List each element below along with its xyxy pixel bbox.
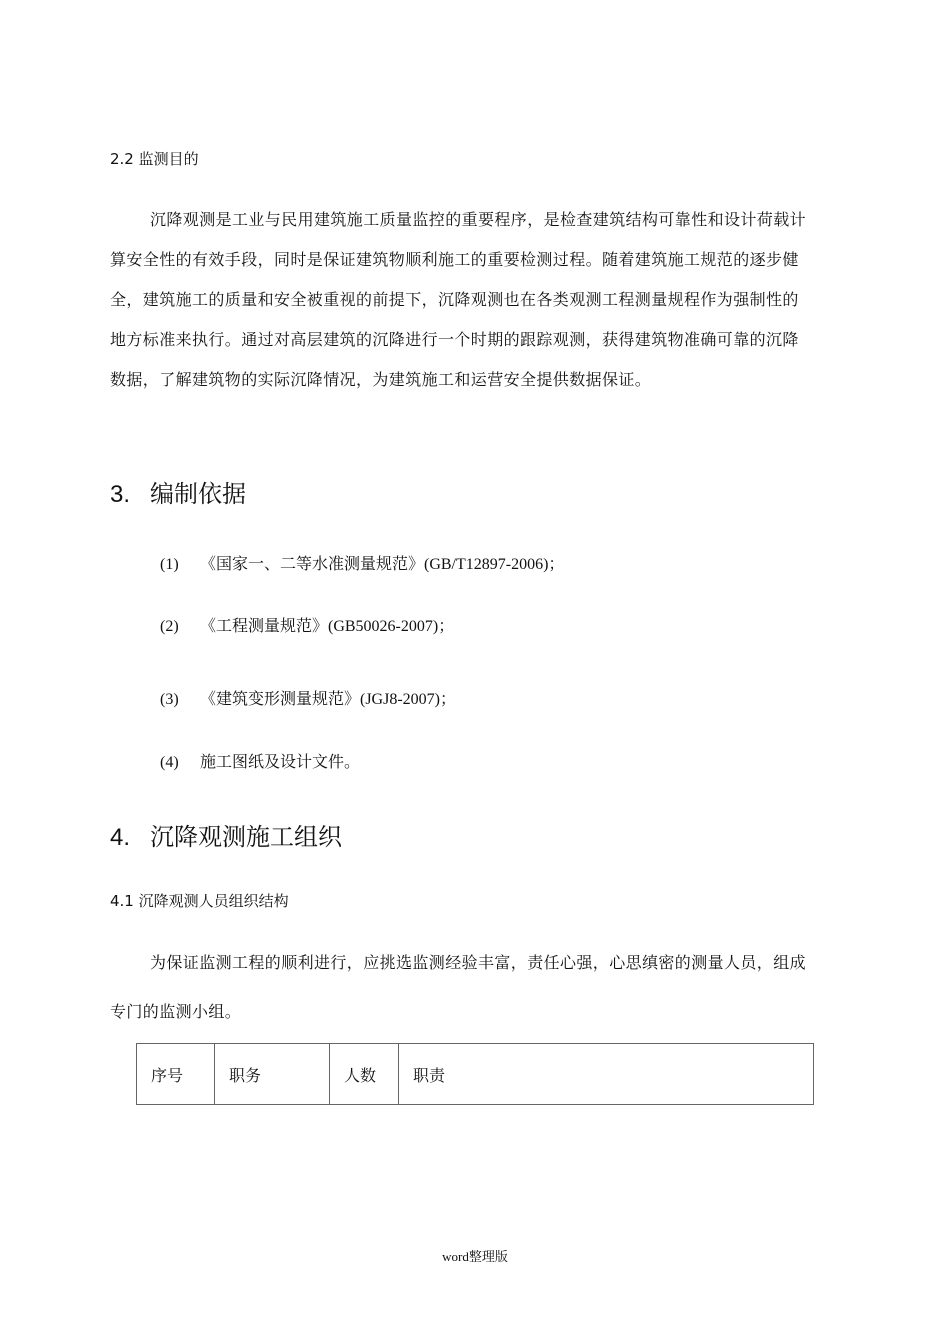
section-title: 编制依据	[150, 480, 246, 508]
paragraph-line: 为保证监测工程的顺利进行，应挑选监测经验丰富，责任心强，心思缜密的测量人员，组成	[150, 953, 807, 972]
section-4-1-heading: 4.1 沉降观测人员组织结构	[110, 892, 289, 910]
paragraph-line: 沉降观测是工业与民用建筑施工质量监控的重要程序，是检查建筑结构可靠性和设计荷载计	[150, 210, 807, 229]
table-header-cell: 序号	[137, 1044, 215, 1105]
section-number: 4.	[110, 824, 131, 851]
paragraph-line: 数据，了解建筑物的实际沉降情况，为建筑施工和运营安全提供数据保证。	[110, 370, 652, 389]
table-header-cell: 职责	[399, 1044, 814, 1105]
staffing-paragraph	[110, 946, 840, 1029]
section-number: 3.	[110, 481, 131, 508]
reference-item	[160, 749, 360, 772]
reference-text: 《建筑变形测量规范》(JGJ8-2007)；	[200, 691, 456, 708]
reference-item	[160, 551, 564, 574]
table-header-cell: 人数	[330, 1044, 399, 1105]
reference-index: (4)	[160, 754, 179, 771]
purpose-paragraph	[110, 203, 840, 397]
reference-index: (2)	[160, 618, 179, 635]
paragraph-line: 算安全性的有效手段，同时是保证建筑物顺利施工的重要检测过程。随着建筑施工规范的逐步健	[110, 250, 799, 269]
paragraph-line: 全，建筑施工的质量和安全被重视的前提下，沉降观测也在各类观测工程测量规程作为强制性的	[110, 290, 799, 309]
section-2-2-heading: 2.2 监测目的	[110, 150, 199, 168]
paragraph-line: 专门的监测小组。	[110, 1002, 242, 1021]
reference-text: 《工程测量规范》(GB50026-2007)；	[200, 618, 455, 635]
staff-table	[136, 1043, 814, 1105]
reference-text: 《国家一、二等水准测量规范》(GB/T12897-2006)；	[200, 556, 565, 573]
reference-item	[160, 686, 456, 709]
section-4-heading	[110, 817, 342, 852]
reference-text: 施工图纸及设计文件。	[200, 754, 361, 771]
section-title: 沉降观测施工组织	[150, 823, 342, 851]
reference-index: (1)	[160, 556, 179, 573]
paragraph-line: 地方标准来执行。通过对高层建筑的沉降进行一个时期的跟踪观测，获得建筑物准确可靠的沉降	[110, 330, 799, 349]
table-header-cell: 职务	[215, 1044, 330, 1105]
table-header-row	[137, 1044, 814, 1105]
reference-item	[160, 613, 454, 636]
reference-index: (3)	[160, 691, 179, 708]
section-3-heading	[110, 474, 246, 509]
page-footer: word整理版	[442, 1249, 508, 1264]
